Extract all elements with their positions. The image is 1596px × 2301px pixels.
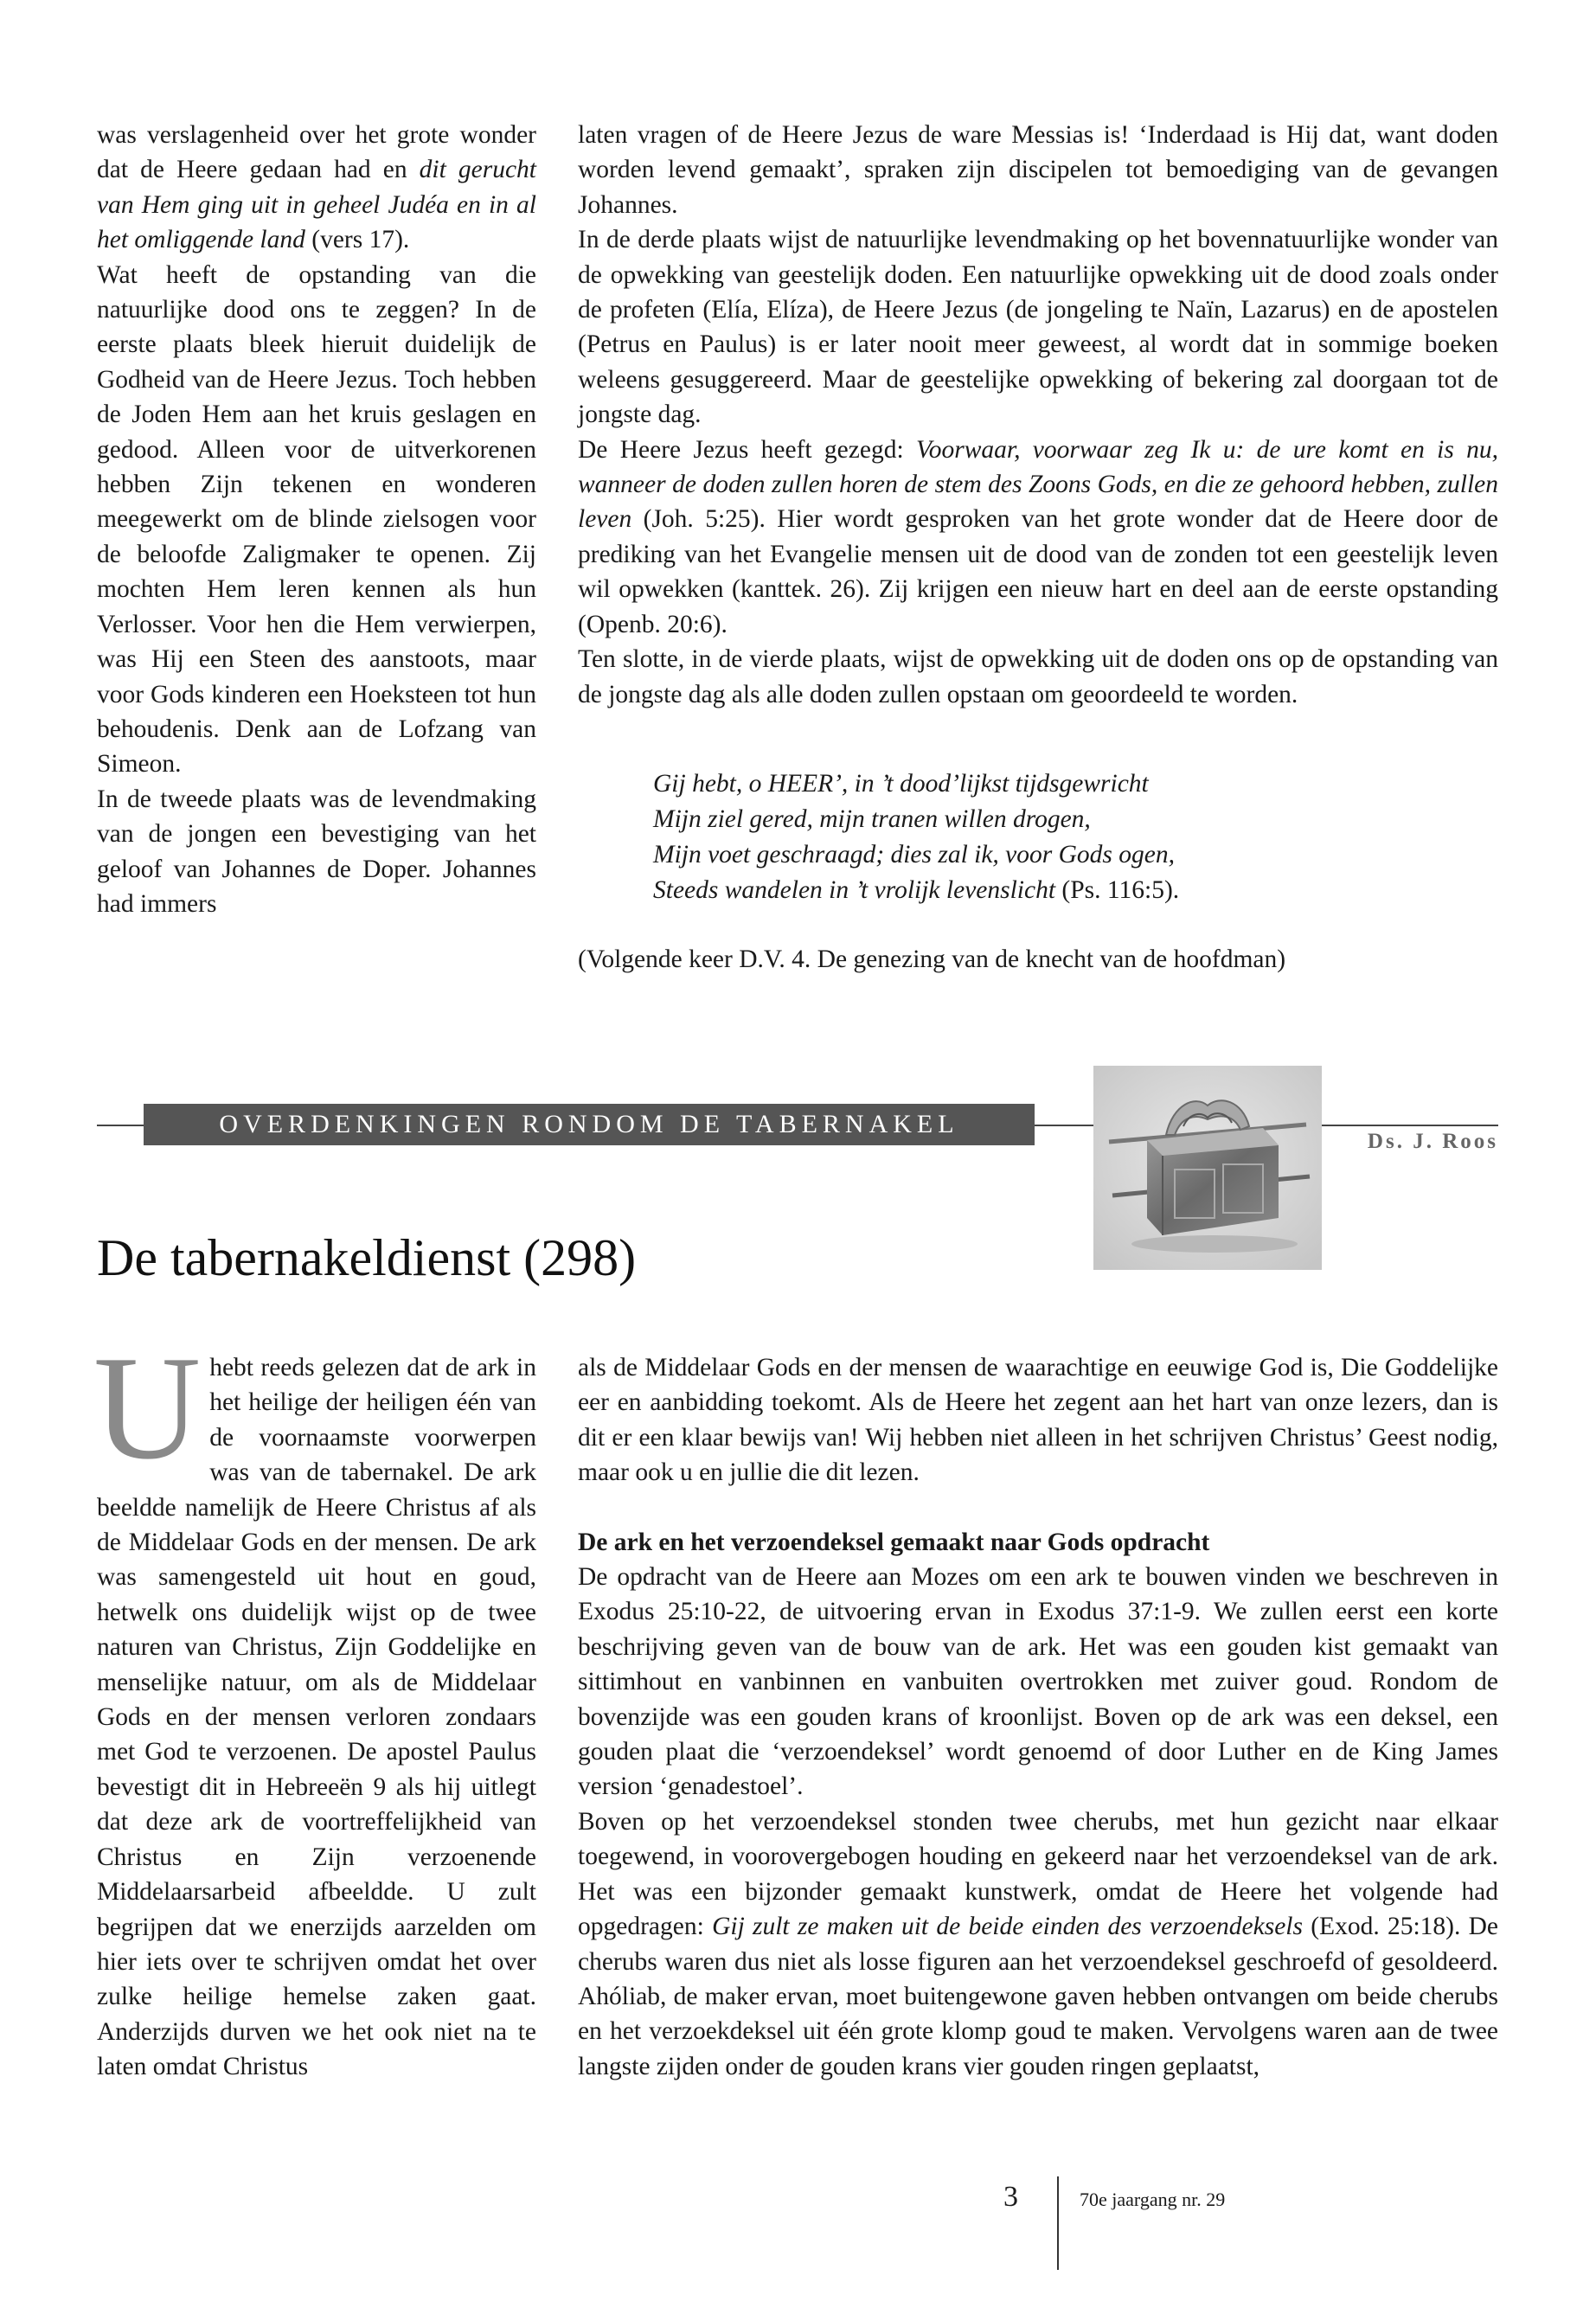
poem-line: Steeds wandelen in ’t vrolijk levenslicht (Ps. 116:5). [653, 876, 1180, 904]
psalm-reference: (Ps. 116:5). [1055, 876, 1180, 904]
header-rule [1322, 1125, 1498, 1126]
drop-cap: U [93, 1326, 202, 1490]
paragraph: Wat heeft de opstanding van die natuurlijke dood ons te zeggen? In de eerste plaats bleek hieruit duidelijk de Godheid van de Heere Jezus. Toch hebben de Joden Hem aan het kruis geslagen en gedood. Alleen voor de uitverkorenen hebben Zijn tekenen en wonderen meegewerkt om de blinde zielsogen voor de beloofde Zaligmaker te openen. Zij mochten Hem leren kennen als hun Verlosser. Voor hen die Hem verwierpen, was Hij een Steen des aanstoots, maar voor Gods kinderen een Hoeksteen tot hun behoudenis. Denk aan de Lofzang van Simeon. [97, 260, 536, 779]
quote: Gij zult ze maken uit de beide einden des verzoendeksels [712, 1913, 1303, 1941]
poem-line: Gij hebt, o HEER’, in ’t dood’lijkst tijdsgewricht [653, 770, 1149, 798]
paragraph: In de tweede plaats was de levendmaking van de jongen een bevestiging van het geloof van Johannes de Doper. Johannes had immers [97, 785, 536, 918]
quote: Voorwaar, voorwaar zeg Ik u: de ure komt en is nu, wanneer de doden zullen horen de stem des Zoons Gods, en die ze gehoord hebben, zullen leven [578, 435, 1498, 534]
top-left-column [97, 118, 536, 921]
paragraph: als de Middelaar Gods en der mensen de waarachtige en eeuwige God is, Die Goddelijke eer en aanbidding toekomt. Als de Heere het zegent aan het hart van onze lezers, dan is dit er een klaar bewijs van! Wij hebben niet alleen in het schrijven Christus’ Geest nodig, maar ook u en jullie die dit lezen. [578, 1354, 1498, 1487]
ark-of-covenant-image [1093, 1066, 1322, 1270]
paragraph: Ten slotte, in de vierde plaats, wijst de opwekking uit de doden ons op de opstanding van de jongste dag als alle doden zullen opstaan om geoordeeld te worden. [578, 645, 1498, 708]
quote: dit gerucht van Hem ging uit in geheel Judéa en in al het omliggende land [97, 156, 536, 254]
ark-photo [1093, 1066, 1322, 1270]
top-right-column [578, 118, 1498, 712]
volume-info: 70e jaargang nr. 29 [1080, 2189, 1226, 2210]
header-rule [1035, 1125, 1093, 1126]
subheading: De ark en het verzoendeksel gemaakt naar Gods opdracht [578, 1528, 1210, 1556]
next-episode-note: (Volgende keer D.V. 4. De genezing van de knecht van de hoofdman) [578, 945, 1286, 973]
bottom-right-column [578, 1350, 1498, 2084]
poem-line: Mijn voet geschraagd; dies zal ik, voor Gods ogen, [653, 841, 1176, 868]
paragraph: laten vragen of de Heere Jezus de ware Messias is! ‘Inderdaad is Hij dat, want doden worden levend gemaakt’, spraken zijn discipelen tot bemoediging van de gevangen Johannes. [578, 121, 1498, 219]
paragraph: De opdracht van de Heere aan Mozes om een ark te bouwen vinden we beschreven in Exodus 25:10-22, de uitvoering ervan in Exodus 37:1-9. We zullen eerst een korte beschrijving geven van de bouw van de ark. Het was een gouden kist gemaakt van sittimhout en vanbinnen en vanbuiten overtrokken met zuiver goud. Rondom de bovenzijde was een gouden krans of kroonlijst. Boven op de ark was een deksel, een gouden plaat die ‘verzoendeksel’ wordt genoemd of door Luther en de King James version ‘genadestoel’. [578, 1563, 1498, 1801]
footer-divider [1057, 2176, 1059, 2270]
bottom-left-column [93, 1326, 536, 2085]
page-number: 3 [1003, 2181, 1018, 2213]
paragraph: De Heere Jezus heeft gezegd: Voorwaar, voorwaar zeg Ik u: de ure komt en is nu, wanneer de doden zullen horen de stem des Zoons Gods, en die ze gehoord hebben, zullen leven (Joh. 5:25). Hier wordt gesproken van het grote wonder dat de Heere door de prediking van het Evangelie mensen uit de dood van de zonden tot een geestelijk leven wil opwekken (kanttek. 26). Zij krijgen een nieuw hart en deel aan de eerste opstanding (Openb. 20:6). [578, 435, 1498, 638]
paragraph: In de derde plaats wijst de natuurlijke levendmaking op het bovennatuurlijke wonder van de opwekking van geestelijk doden. Een natuurlijke opwekking uit de dood zoals onder de profeten (Elía, Elíza), de Heere Jezus (de jongeling te Naïn, Lazarus) en de apostelen (Petrus en Paulus) is er later nooit meer geweest, al wordt dat in sommige boeken weleens gesuggereerd. Maar de geestelijke opwekking of bekering zal doorgaan tot de jongste dag. [578, 226, 1498, 429]
paragraph: was verslagenheid over het grote wonder dat de Heere gedaan had en dit gerucht van Hem ging uit in geheel Judéa en in al het omliggende land (vers 17). [97, 121, 536, 254]
paragraph: U hebt reeds gelezen dat de ark in het heilige der heiligen één van de voornaamste voorwerpen was van de tabernakel. De ark beeldde namelijk de Heere Christus af als de Middelaar Gods en der mensen. De ark was samengesteld uit hout en goud, hetwelk ons duidelijk wijst op de twee naturen van Christus, Zijn Goddelijke en menselijke natuur, om als de Middelaar Gods en der mensen verloren zondaars met God te verzoenen. De apostel Paulus bevestigt dit in Hebreeën 9 als hij uitlegt dat deze ark de voortreffelijkheid van Christus en Zijn verzoenende Middelaarsarbeid afbeeldde. U zult begrijpen dat we enerzijds aarzelden om hier iets over te schrijven omdat het over zulke heilige hemelse zaken gaat. Anderzijds durven we het ook niet na te laten omdat Christus [93, 1326, 536, 2081]
psalm-quote [653, 766, 1179, 908]
poem-line: Mijn ziel gered, mijn tranen willen drogen, [653, 805, 1091, 833]
article-title: De tabernakeldienst (298) [97, 1229, 637, 1286]
section-banner: OVERDENKINGEN RONDOM DE TABERNAKEL [144, 1104, 1035, 1145]
paragraph: Boven op het verzoendeksel stonden twee cherubs, met hun gezicht naar elkaar toegewend, in voorovergebogen houding en gekeerd naar het verzoendeksel van de ark. Het was een bijzonder gemaakt kunstwerk, omdat de Heere het volgende had opgedragen: Gij zult ze maken uit de beide einden des verzoendeksels (Exod. 25:18). De cherubs waren dus niet als losse figuren aan het verzoendeksel geschroefd of gesoldeerd. Ahóliab, de maker ervan, moet buitengewone gaven hebben ontvangen om beide cherubs en het verzoekdeksel uit één grote klomp goud te maken. Vervolgens waren aan de twee langste zijden onder de gouden krans vier gouden ringen geplaatst, [578, 1807, 1499, 2080]
header-rule [97, 1125, 144, 1126]
author-name: Ds. J. Roos [1367, 1130, 1498, 1153]
